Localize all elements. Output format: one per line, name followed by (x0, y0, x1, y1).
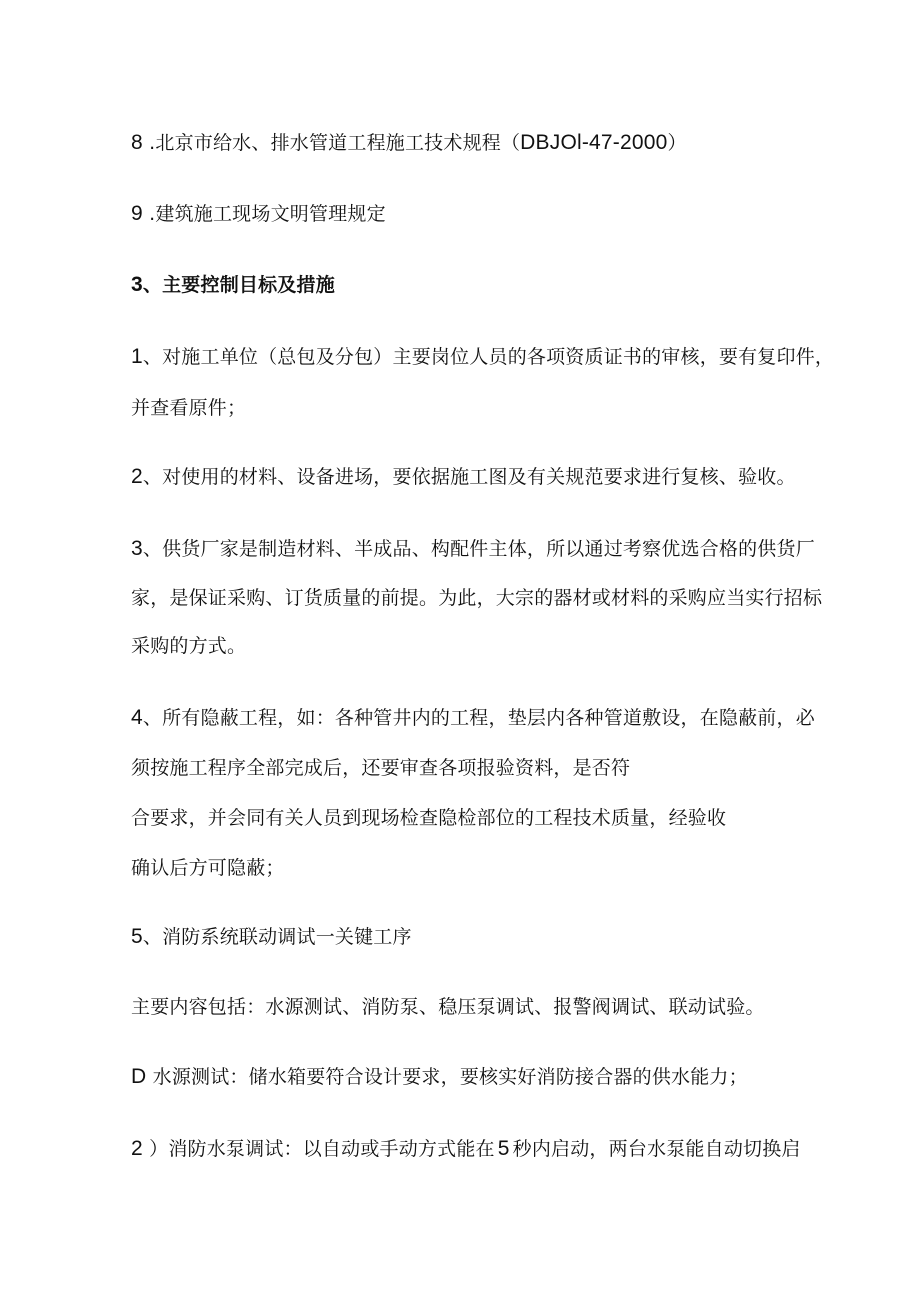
item-text: .建筑施工现场文明管理规定 (142, 203, 386, 225)
section-number: 3 (131, 273, 143, 296)
detail-1 (131, 1065, 748, 1089)
seconds-value: 5 (497, 1137, 510, 1160)
paragraph-5 (131, 925, 412, 949)
paragraph-text: 、对使用的材料、设备进场，要依据施工图及有关规范要求进行复核、验收。 (142, 466, 796, 488)
detail-text: ）消防水泵调试：以自动或手动方式能在 (142, 1138, 495, 1160)
paragraph-text: 、供货厂家是制造材料、半成品、构配件主体，所以通过考察优选合格的供货厂 (142, 538, 815, 560)
paragraph-number: 2 (131, 465, 143, 488)
close-paren: ） (667, 132, 687, 154)
paragraph-5-content: 主要内容包括：水源测试、消防泵、稳压泵调试、报警阀调试、联动试验。 (131, 996, 765, 1018)
paragraph-number: 1 (131, 345, 143, 368)
paragraph-text: 、所有隐蔽工程，如：各种管井内的工程，垫层内各种管道敷设，在隐蔽前，必 (142, 707, 815, 729)
section-heading (131, 273, 335, 297)
paragraph-3-line-3: 采购的方式。 (131, 635, 247, 657)
paragraph-2 (131, 465, 796, 489)
paragraph-number: 4 (131, 706, 143, 729)
paragraph-4-line-3: 合要求，并会同有关人员到现场检查隐检部位的工程技术质量，经验收 (131, 807, 727, 829)
detail-marker: D (131, 1065, 147, 1088)
detail-marker: 2 (131, 1137, 143, 1160)
paragraph-number: 3 (131, 537, 143, 560)
paragraph-3-line-2: 家，是保证采购、订货质量的前提。为此，大宗的器材或材料的采购应当实行招标 (131, 587, 823, 609)
paragraph-3-line-1 (131, 537, 815, 561)
item-9 (131, 202, 386, 226)
item-text: .北京市给水、排水管道工程施工技术规程（ (142, 132, 521, 154)
paragraph-number: 5 (131, 925, 143, 948)
paragraph-1-line-2: 并查看原件； (131, 397, 247, 419)
detail-text: 水源测试：储水箱要符合设计要求，要核实好消防接合器的供水能力； (146, 1066, 748, 1088)
paragraph-1-line-1 (131, 345, 834, 369)
paragraph-4-line-1 (131, 706, 815, 730)
paragraph-text: 、对施工单位（总包及分包）主要岗位人员的各项资质证书的审核，要有复印件， (142, 346, 835, 368)
standard-code: DBJOl-47-2000 (520, 131, 668, 154)
detail-text-cont: 秒内启动，两台水泵能自动切换启 (512, 1138, 801, 1160)
item-8 (131, 131, 687, 155)
item-number: 8 (131, 131, 143, 154)
paragraph-4-line-4: 确认后方可隐蔽； (131, 857, 285, 879)
section-title: 、主要控制目标及措施 (142, 274, 335, 296)
detail-2 (131, 1137, 801, 1161)
paragraph-4-line-2: 须按施工程序全部完成后，还要审查各项报验资料，是否符 (131, 757, 631, 779)
item-number: 9 (131, 202, 143, 225)
paragraph-text: 、消防系统联动调试一关键工序 (142, 926, 412, 948)
